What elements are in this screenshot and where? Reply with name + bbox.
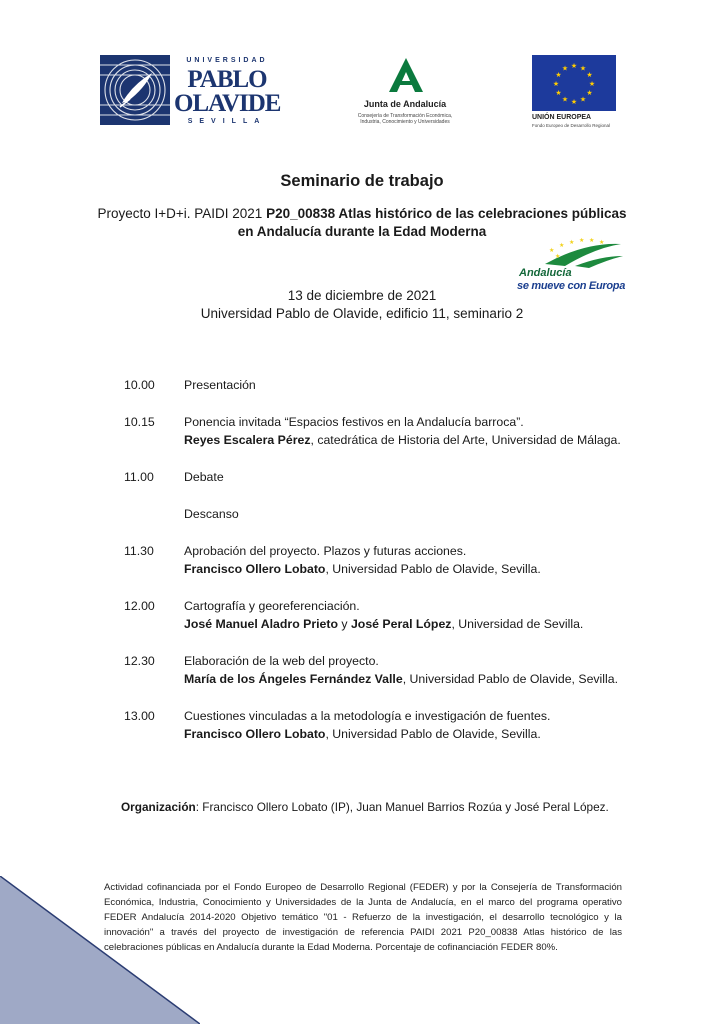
program-desc — [184, 652, 654, 688]
upo-seal-icon — [100, 55, 170, 125]
program-time: 12.30 — [124, 654, 155, 668]
upo-wordmark — [174, 55, 280, 130]
svg-text:★: ★ — [586, 89, 593, 97]
program-desc-line1: Cuestiones vinculadas a la metodología e investigación de fuentes. — [184, 709, 551, 723]
program-time: 10.15 — [124, 415, 155, 429]
upo-line2: PABLO — [187, 66, 267, 93]
svg-text:★: ★ — [561, 95, 569, 104]
speaker-name: Francisco Ollero Lobato — [184, 562, 326, 576]
program-time: 10.00 — [124, 378, 155, 392]
upo-line4: SEVILLA — [187, 118, 267, 125]
eu-flag-icon — [532, 55, 616, 111]
program-desc: Debate — [184, 470, 224, 484]
program-desc-line2 — [184, 615, 654, 633]
svg-text:★: ★ — [549, 247, 555, 254]
svg-text:★: ★ — [599, 239, 605, 246]
program-time: 12.00 — [124, 599, 155, 613]
svg-text:★: ★ — [579, 64, 587, 73]
junta-subtitle — [340, 113, 470, 125]
program-desc-line2 — [184, 725, 654, 743]
eu-subtitle: Fondo Europeo de Desarrollo Regional — [532, 123, 611, 128]
svg-text:★: ★ — [579, 238, 585, 244]
project-line2: en Andalucía durante la Edad Moderna — [237, 224, 487, 239]
svg-text:★: ★ — [561, 64, 569, 73]
program-desc-line1: Ponencia invitada “Espacios festivos en la Andalucía barroca”. — [184, 415, 524, 429]
program-desc-line1: Cartografía y georeferenciación. — [184, 599, 360, 613]
program-desc-line1: Elaboración de la web del proyecto. — [184, 654, 379, 668]
project-line1 — [0, 206, 724, 221]
upo-line1: UNIVERSIDAD — [186, 57, 268, 64]
funding-note: Actividad cofinanciada por el Fondo Europeo de Desarrollo Regional (FEDER) y por la Consejería de Transformación Económica, Industria, Conocimiento y Universidades de la Junta de Andalucía, en el marco del programa operativo FEDER Andalucía 2014-2020 Objetivo temático "01 - Refuerzo de la investigación, el desarrollo tecnológico y la innovación" a través del proyecto de investigación de referencia PAIDI 2021 P20_00838 Atlas histórico de las celebraciones públicas en Andalucía durante la Edad Moderna. Porcentaje de cofinanciación FEDER 80%. — [104, 882, 622, 953]
speaker-name: Reyes Escalera Pérez — [184, 433, 311, 447]
andalucia-europa-line1: Andalucía — [519, 267, 572, 279]
svg-text:★: ★ — [589, 238, 595, 244]
speaker-name: María de los Ángeles Fernández Valle — [184, 672, 403, 686]
svg-text:★: ★ — [570, 98, 578, 106]
svg-text:★: ★ — [570, 62, 578, 70]
andalucia-swoosh-icon — [515, 238, 627, 268]
organization-line — [121, 800, 681, 814]
program-time: 11.00 — [124, 470, 154, 484]
program-desc — [184, 413, 654, 449]
svg-text:★: ★ — [552, 80, 560, 88]
speaker-affiliation: , catedrática de Historia del Arte, Universidad de Málaga. — [310, 433, 621, 447]
upo-line3: OLAVIDE — [174, 90, 281, 117]
event-date: 13 de diciembre de 2021 — [287, 288, 437, 303]
svg-text:★: ★ — [579, 95, 587, 104]
program-desc — [184, 542, 654, 578]
program-desc — [184, 707, 654, 743]
eu-logo — [531, 55, 623, 135]
speaker-name: José Peral López — [350, 617, 452, 631]
svg-text:★: ★ — [588, 80, 596, 88]
speaker-affiliation: , Universidad de Sevilla. — [451, 617, 584, 631]
svg-text:★: ★ — [586, 71, 593, 79]
speaker-name: Francisco Ollero Lobato — [184, 727, 326, 741]
speaker-affiliation: , Universidad Pablo de Olavide, Sevilla. — [402, 672, 619, 686]
program-time: 11.30 — [124, 544, 154, 558]
organization-label: Organización — [121, 800, 196, 814]
decorative-corner-triangle — [0, 876, 200, 1024]
upo-logo — [100, 55, 280, 130]
speaker-affiliation: , Universidad Pablo de Olavide, Sevilla. — [325, 727, 541, 741]
junta-name: Junta de Andalucía — [363, 99, 447, 109]
junta-emblem-icon — [388, 57, 424, 93]
svg-text:★: ★ — [555, 89, 562, 97]
event-venue: Universidad Pablo de Olavide, edificio 11, seminario 2 — [200, 306, 524, 321]
eu-name: UNIÓN EUROPEA — [532, 114, 592, 121]
program-desc-line2 — [184, 431, 654, 449]
organization-text: : Francisco Ollero Lobato (IP), Juan Manuel Barrios Rozúa y José Peral López. — [195, 800, 609, 814]
program-desc: Presentación — [184, 378, 256, 392]
junta-subtitle-line2: Industria, Conocimiento y Universidades — [360, 119, 450, 125]
speaker-name: José Manuel Aladro Prieto — [184, 617, 338, 631]
andalucia-europa-line2: se mueve con Europa — [517, 280, 626, 292]
program-desc: Descanso — [184, 507, 239, 521]
page-title: Seminario de trabajo — [280, 172, 444, 190]
program-desc-line1: Aprobación del proyecto. Plazos y futuras acciones. — [184, 544, 467, 558]
program-desc-line2 — [184, 560, 654, 578]
svg-text:★: ★ — [569, 239, 575, 246]
project-code-title: P20_00838 Atlas histórico de las celebraciones públicas — [266, 206, 627, 221]
svg-text:★: ★ — [559, 242, 565, 249]
program-time: 13.00 — [124, 709, 155, 723]
project-prefix: Proyecto I+D+i. PAIDI 2021 — [97, 206, 267, 221]
program-desc — [184, 597, 654, 633]
speaker-affiliation: , Universidad Pablo de Olavide, Sevilla. — [325, 562, 541, 576]
program-desc-line2 — [184, 670, 654, 688]
junta-subtitle-line1: Consejería de Transformación Económica, — [357, 113, 453, 119]
svg-text:★: ★ — [555, 253, 561, 260]
speaker-connector: y — [337, 617, 351, 631]
junta-logo — [340, 55, 470, 135]
svg-text:★: ★ — [555, 71, 562, 79]
